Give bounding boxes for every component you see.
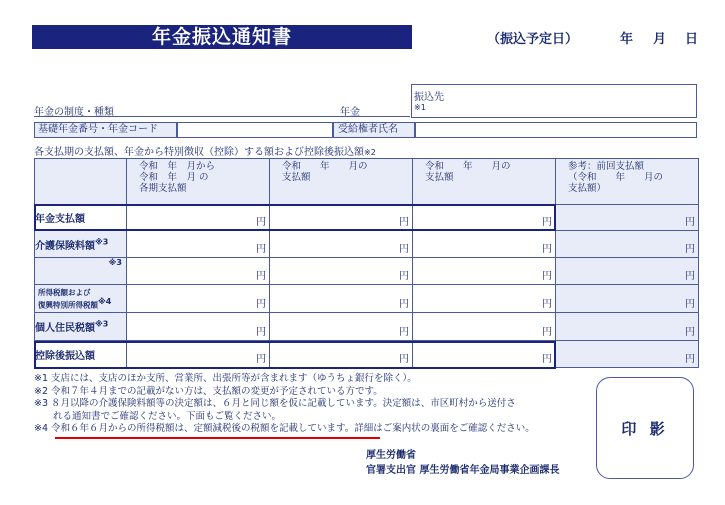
payment-table [34,158,699,368]
row-label: 年金支払額 [35,205,127,231]
table-caption: 各支払期の支払額、年金から特別徴収（控除）する額および控除後振込額※2 [34,147,376,158]
basic-number-label: 基礎年金番号・年金コード [34,122,177,138]
pension-label: 年金 [340,107,360,118]
basic-number-value [177,122,333,138]
note-3: ※3 ８月以降の介護保険料額等の決定額は、６月と同じ額を仮に記載しています。決定額は、市区町村から送付さ [34,398,516,409]
table-row [35,231,699,258]
amount-cell: 円 [556,313,699,341]
document-title: 年金振込通知書 [32,25,412,49]
amount-cell: 円 [270,313,413,341]
row-label: 介護保険料額$^{※3}$ [35,231,127,258]
amount-cell: 円 [270,285,413,313]
row-label: 所得税額および 復興特別所得税額$^{※4}$ [35,285,127,313]
row-label: 個人住民税額$^{※3}$ [35,313,127,341]
day-label: 日 [685,32,699,47]
amount-cell: 円 [270,205,413,231]
amount-cell: 円 [413,341,556,368]
transfer-to-note: ※1 [414,103,426,112]
amount-cell: 円 [556,341,699,368]
pension-type-label: 年金の制度・種類 [34,107,114,118]
table-row [35,258,699,285]
amount-cell: 円 [556,231,699,258]
transfer-to-box [411,84,697,118]
net-transfer-highlight [34,341,556,369]
amount-cell: 円 [127,341,270,368]
table-row [35,285,699,313]
month-label: 月 [653,32,667,47]
seal-label: 印 影 [621,420,669,438]
recipient-name-value [415,122,697,138]
recipient-name-label: 受給権者氏名 [333,122,415,138]
col-header-1: 令和 年 月から 令和 年 月 の 各期支払額 [127,159,270,205]
scheduled-date-label: （振込予定日） [487,32,579,47]
amount-cell: 円 [127,258,270,285]
amount-cell: 円 [270,258,413,285]
amount-cell: 円 [127,231,270,258]
col-header-3: 令和 年 月の 支払額 [413,159,556,205]
transfer-to-label: 振込先 [414,92,444,103]
issuer-officer: 官署支出官 厚生労働省年金局事業企画課長 [366,465,560,476]
amount-cell: 円 [127,205,270,231]
note-4-underline [55,437,380,439]
col-header-2: 令和 年 月の 支払額 [270,159,413,205]
note-4: ※4 令和６年６月からの所得税額は、定額減税後の税額を記載しています。詳細はご案内状の裏面をご確認ください。 [34,423,535,434]
amount-cell: 円 [270,341,413,368]
amount-cell: 円 [127,285,270,313]
divider [34,116,410,117]
note-3-cont: れる通知書でご確認ください。下面もご覧ください。 [34,410,282,422]
note-1: ※1 支店には、支店のほか支所、営業所、出張所等が含まれます（ゆうちょ銀行を除く）。 [34,373,417,384]
amount-cell: 円 [413,313,556,341]
amount-cell: 円 [127,313,270,341]
amount-cell: 円 [413,258,556,285]
amount-cell: 円 [556,205,699,231]
year-label: 年 [620,32,634,47]
seal-box [596,377,694,479]
issuer-ministry: 厚生労働省 [366,450,416,461]
notes [34,373,535,436]
col-header-4: 参考：前回支払額 （令和 年 月の 支払額） [556,159,699,205]
amount-cell: 円 [556,285,699,313]
row-label: ※3 [35,258,127,285]
corner-cell [35,159,127,205]
amount-cell: 円 [413,285,556,313]
amount-cell: 円 [413,205,556,231]
table-row [35,313,699,341]
amount-cell: 円 [270,231,413,258]
amount-cell: 円 [413,231,556,258]
row-label: 控除後振込額 [35,341,127,368]
note-2: ※2 令和７年４月までの記載がない方は、支払額の変更が予定されている方です。 [34,385,383,397]
amount-cell: 円 [556,258,699,285]
pension-amount-highlight [34,204,556,231]
